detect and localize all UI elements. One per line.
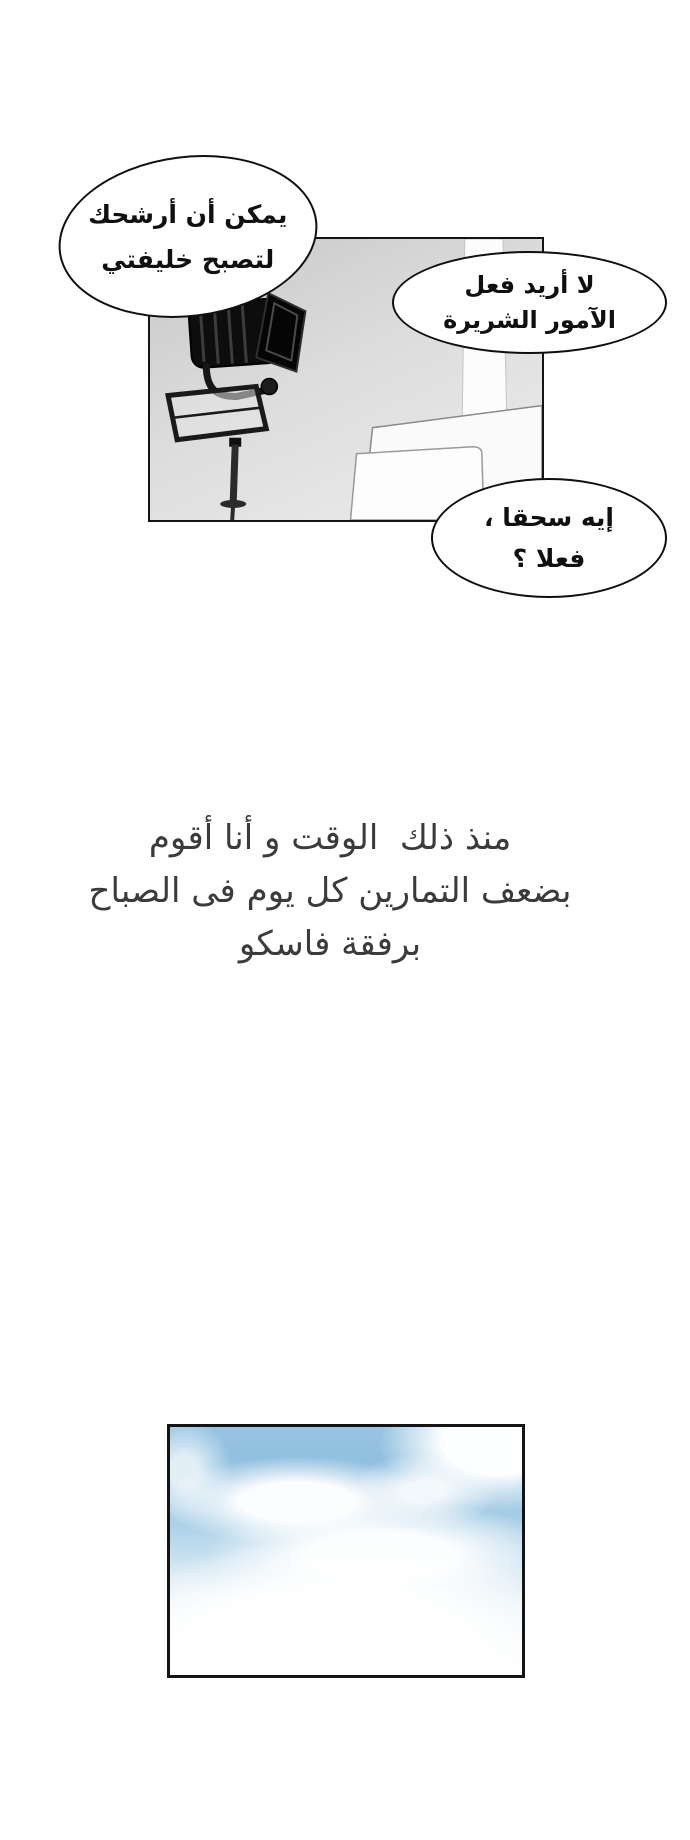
sky-clouds-image [167, 1424, 525, 1678]
narration-caption [0, 812, 660, 971]
narration-line-3: برفقة فاسكو [238, 924, 422, 964]
speech-bubble-3-line-1: إيه سحقا ، [484, 503, 615, 532]
yoke-knob [261, 378, 277, 394]
narration-line-1: منذ ذلك الوقت و أنا أقوم [148, 818, 512, 858]
speech-bubble-1-line-2: لتصبح خليفتي [101, 244, 275, 274]
speech-bubble-3 [431, 478, 667, 598]
narration-line-2: بضعف التمارين كل يوم فى الصباح [88, 871, 572, 911]
stand-pole-lower [232, 504, 233, 520]
speech-bubble-2-line-1: لا أريد فعل [464, 271, 595, 299]
speech-bubble-2-line-2: الآمور الشريرة [443, 306, 616, 334]
speech-bubble-3-line-2: فعلا ؟ [512, 544, 586, 573]
speech-bubble-1-line-1: يمكن أن أرشحك [88, 199, 288, 229]
stand-pole [233, 445, 235, 502]
speech-bubble-2 [392, 251, 667, 354]
